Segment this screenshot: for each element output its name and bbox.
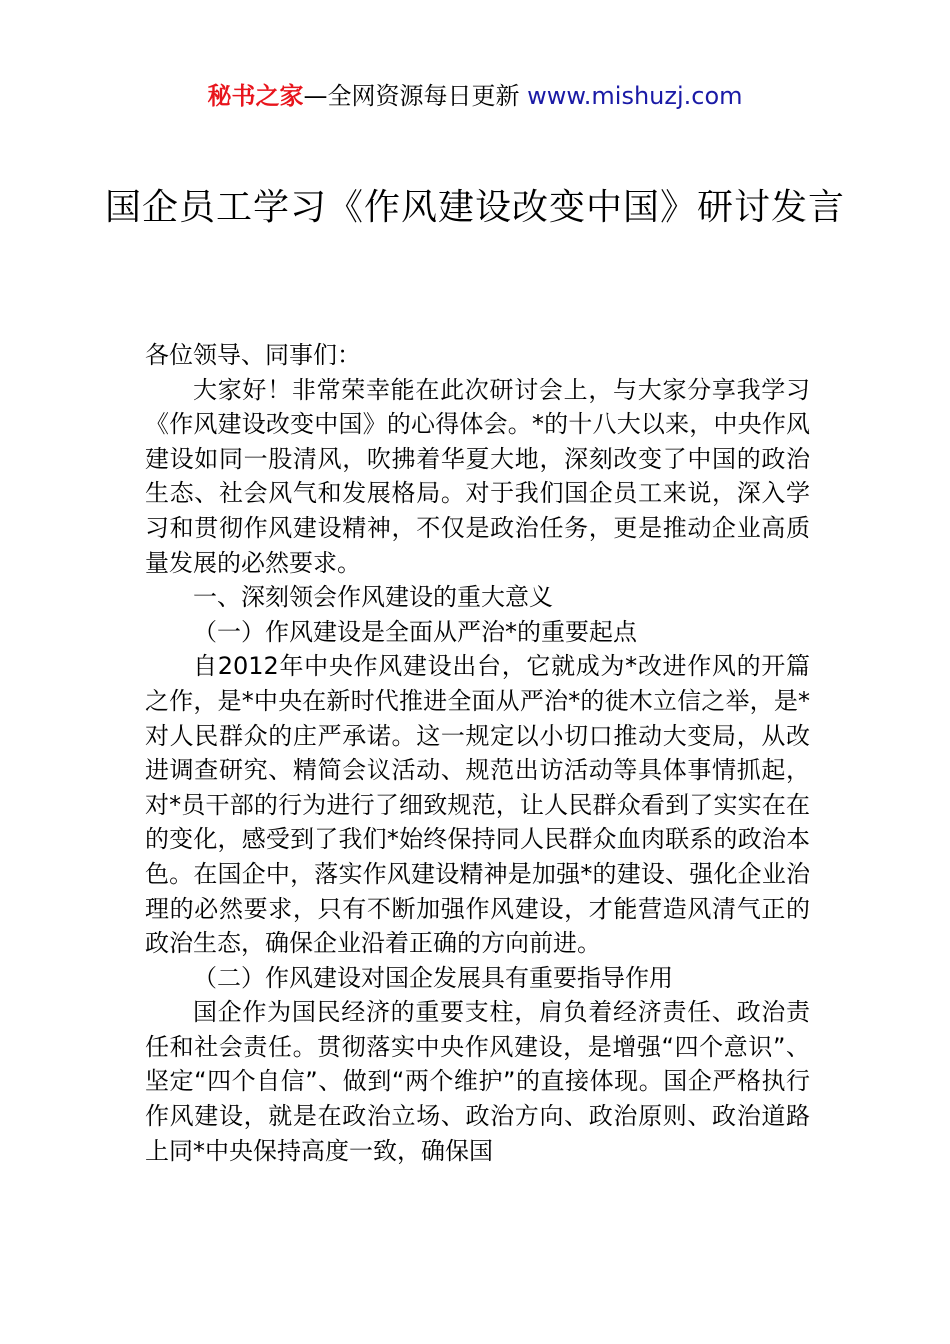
paragraph-body: 国企作为国民经济的重要支柱，肩负着经济责任、政治责任和社会责任。贯彻落实中央作风建设，是增强“四个意识”、坚定“四个自信”、做到“两个维护”的直接体现。国企严格执行作风建设，就是在政治立场、政治方向、政治原则、政治道路上同*中央保持高度一致，确保国	[145, 998, 810, 1165]
document-body	[145, 338, 810, 1168]
paragraph-body: 自2012年中央作风建设出台，它就成为*改进作风的开篇之作，是*中央在新时代推进全面从严治*的徙木立信之举，是*对人民群众的庄严承诺。这一规定以小切口推动大变局，从改进调查研究、精简会议活动、规范出访活动等具体事情抓起，对*员干部的行为进行了细致规范，让人民群众看到了实实在在的变化，感受到了我们*始终保持同人民群众血肉联系的政治本色。在国企中，落实作风建设精神是加强*的建设、强化企业治理的必然要求，只有不断加强作风建设，才能营造风清气正的政治生态，确保企业沿着正确的方向前进。	[145, 652, 810, 958]
site-brand: 秘书之家	[207, 82, 304, 110]
section-heading-1: 一、深刻领会作风建设的重大意义	[193, 583, 553, 612]
subsection-heading-2: （二）作风建设对国企发展具有重要指导作用	[193, 963, 673, 992]
site-tagline: —全网资源每日更新	[303, 82, 528, 110]
site-header	[0, 80, 950, 112]
paragraph-intro: 大家好！非常荣幸能在此次研讨会上，与大家分享我学习《作风建设改变中国》的心得体会。*的十八大以来，中央作风建设如同一股清风，吹拂着华夏大地，深刻改变了中国的政治生态、社会风气和发展格局。对于我们国企员工来说，深入学习和贯彻作风建设精神，不仅是政治任务，更是推动企业高质量发展的必然要求。	[145, 375, 810, 577]
subsection-heading-1: （一）作风建设是全面从严治*的重要起点	[193, 617, 637, 646]
site-url-link[interactable]: www.mishuzj.com	[527, 82, 743, 110]
salutation: 各位领导、同事们：	[145, 341, 361, 369]
document-title: 国企员工学习《作风建设改变中国》研讨发言	[104, 187, 845, 228]
